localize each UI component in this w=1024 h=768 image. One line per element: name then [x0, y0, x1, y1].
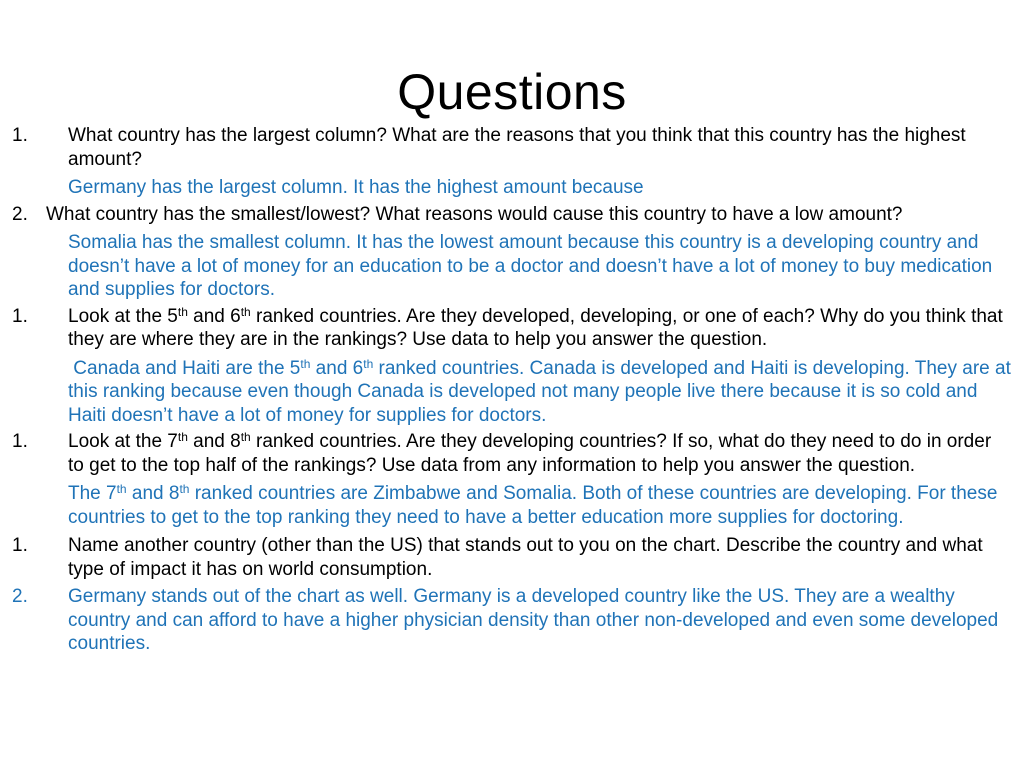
question-block-2 — [12, 203, 1012, 302]
question-block-4 — [12, 430, 1012, 529]
answer-5 — [12, 585, 1012, 656]
superscript: th — [179, 482, 190, 496]
question-text-part: ranked countries. Are they developing countries? If so, what do they need to do in order to get to the top half of the rankings? Use data from any information to help you answer the question. — [68, 431, 992, 476]
question-text-part: ranked countries. Are they developed, developing, or one of each? Why do you think that they are where they are in the rankings? Use data to help you answer the question. — [68, 305, 1003, 350]
answer-text-part: and 6 — [310, 357, 364, 379]
answer-text-part: ranked countries are Zimbabwe and Somalia. Both of these countries are developing. For these countries to get to the top ranking they need to have a better education more supplies for doctoring. — [68, 483, 998, 528]
question-block-6 — [12, 585, 1012, 656]
question-3 — [12, 305, 1012, 352]
question-number: 1. — [12, 305, 28, 327]
slide-title: Questions — [397, 64, 627, 120]
answer-text-part: ranked countries. Canada is developed and Haiti is developing. They are at this ranking because even though Canada is developed not many people live there because it is so cold and Haiti doesn’t have a lot of money for supplies for doctors. — [68, 357, 1011, 426]
question-text: Name another country (other than the US) that stands out to you on the chart. Describe the country and what type of impact it has on world consumption. — [68, 535, 983, 580]
answer-4 — [12, 482, 1012, 529]
answer-number: 2. — [12, 586, 28, 607]
superscript: th — [177, 430, 188, 444]
answer-text: Germany stands out of the chart as well. Germany is a developed country like the US. They are a wealthy country and can afford to have a higher physician density than other non-developed and even some developed countries. — [68, 586, 999, 654]
question-text-part: Look at the 5 — [68, 305, 178, 327]
question-2 — [12, 203, 1012, 227]
answer-text-part: and 8 — [126, 483, 180, 504]
question-number: 1. — [12, 535, 28, 556]
answer-3 — [12, 357, 1012, 428]
question-block-3 — [12, 305, 1012, 428]
superscript: th — [363, 356, 374, 371]
question-text: What country has the smallest/lowest? What reasons would cause this country to have a low amount? — [46, 203, 903, 225]
question-text-part: and 6 — [187, 305, 241, 327]
answer-2 — [12, 231, 1012, 302]
superscript: th — [177, 304, 188, 319]
superscript: th — [300, 356, 311, 371]
question-1 — [12, 124, 1012, 171]
question-number: 1. — [12, 125, 28, 146]
answer-text: Somalia has the smallest column. It has the lowest amount because this country is a developing country and doesn’t have a lot of money for an education to be a doctor and doesn’t have a lot of money to buy medication and supplies for doctors. — [68, 232, 993, 300]
question-text: What country has the largest column? What are the reasons that you think that this country has the highest amount? — [68, 125, 966, 170]
question-block-1 — [12, 124, 1012, 200]
question-number: 2. — [12, 203, 28, 225]
question-block-5 — [12, 534, 1012, 581]
answer-text: Germany has the largest column. It has the highest amount because — [68, 177, 644, 198]
question-text-part: Look at the 7 — [68, 431, 178, 452]
superscript: th — [240, 430, 251, 444]
answer-1 — [12, 176, 1012, 200]
answer-text-part: Canada and Haiti are the 5 — [68, 357, 301, 379]
superscript: th — [240, 304, 251, 319]
question-4 — [12, 430, 1012, 477]
question-text-part: and 8 — [187, 431, 241, 452]
question-5 — [12, 534, 1012, 581]
question-number: 1. — [12, 431, 28, 452]
answer-text-part: The 7 — [68, 483, 117, 504]
superscript: th — [116, 482, 127, 496]
questions-list — [12, 124, 1012, 656]
